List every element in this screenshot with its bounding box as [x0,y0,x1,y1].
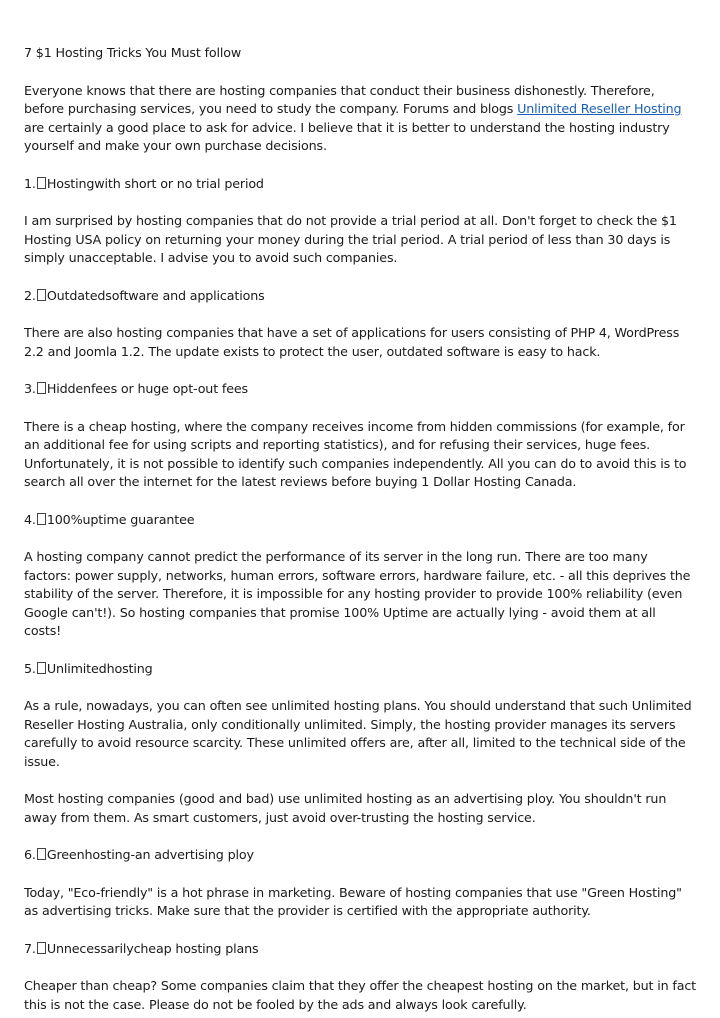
section-number: 2. [24,287,36,303]
section-number: 3. [24,381,36,396]
missing-glyph-box-icon [37,513,46,525]
section-heading-lead: Outdated [46,287,106,303]
section-heading-rest: software and applications [105,287,265,303]
section-number: 5. [24,660,36,676]
section-heading-lead: Unlimited [46,660,107,676]
missing-glyph-box-icon [37,382,46,394]
section-heading [24,846,696,865]
section-paragraph: There is a cheap hosting, where the company receives income from hidden commissions (for example, for an additional fee for using scripts and reporting statistics), and for refusing their services, huge fees. Unfortunately, it is not possible to identify such companies independently. All you can do to avoid this is to search all over the internet for the latest reviews before buying 1 Dollar Hosting Canada. [24,418,687,489]
missing-glyph-box-icon [37,177,46,189]
section-number: 6. [24,847,36,862]
intro-paragraph [24,82,696,156]
section-number: 1. [24,175,36,191]
section-heading-rest: cheap hosting plans [133,940,259,956]
missing-glyph-box-icon [37,289,46,301]
section-heading-rest: fees or huge opt-out fees [90,381,248,396]
unlimited-reseller-hosting-link[interactable]: Unlimited Reseller Hosting [517,101,682,116]
section-heading-lead: Unnecessarily [46,940,134,956]
section-paragraph: Cheaper than cheap? Some companies claim that they offer the cheapest hosting on the market, but in fact this is not the case. Please do not be fooled by the ads and always look carefully. [24,978,696,1012]
section-heading [24,287,696,306]
section-number: 4. [24,511,36,527]
intro-text-after-link: are certainly a good place to ask for advice. I believe that it is better to understand the hosting industry yourself and make your own purchase decisions. [24,119,670,153]
section-paragraph: A hosting company cannot predict the performance of its server in the long run. There are too many factors: power supply, networks, human errors, software errors, hardware failure, etc. - all this deprives the stability of the server. Therefore, it is impossible for any hosting provider to provide 100% reliability (even Google can't!). So hosting companies that promise 100% Uptime are actually lying - avoid them at all costs! [24,549,691,638]
document-title: 7 $1 Hosting Tricks You Must follow [24,45,242,60]
section-heading-rest: with short or no trial period [94,175,264,191]
section-heading-lead: Hidden [46,381,91,396]
section-paragraph: Most hosting companies (good and bad) use unlimited hosting as an advertising ploy. You shouldn't run away from them. As smart customers, just avoid over-trusting the hosting service. [24,791,667,825]
sections-container [24,175,696,1015]
section-heading-lead: Hosting [46,175,95,191]
intro-text-before-link: Everyone knows that there are hosting companies that conduct their business dishonestly. Therefore, before purchasing services, you need to study the company. Forums and blogs [24,82,655,116]
section-heading-lead: 100% [46,511,83,527]
section-heading [24,511,696,530]
missing-glyph-box-icon [37,662,46,674]
section-heading-rest: hosting [106,660,153,676]
section-heading-rest: hosting-an advertising ploy [84,847,254,862]
section-paragraph: There are also hosting companies that have a set of applications for users consisting of PHP 4, WordPress 2.2 and Joomla 1.2. The update exists to protect the user, outdated software is easy to hack. [24,325,680,359]
section-number: 7. [24,940,36,956]
missing-glyph-box-icon [37,942,46,954]
missing-glyph-box-icon [37,848,46,860]
section-heading-lead: Green [46,847,85,862]
section-heading [24,380,696,399]
section-paragraph: Today, "Eco-friendly" is a hot phrase in marketing. Beware of hosting companies that use "Green Hosting" as advertising tricks. Make sure that the provider is certified with the appropriate authority. [24,884,682,918]
section-heading [24,175,696,194]
section-heading [24,660,696,679]
section-paragraph: As a rule, nowadays, you can often see unlimited hosting plans. You should understand that such Unlimited Reseller Hosting Australia, only conditionally unlimited. Simply, the hosting provider manages its servers carefully to avoid resource scarcity. These unlimited offers are, after all, limited to the technical side of the issue. [24,698,692,769]
section-paragraph: I am surprised by hosting companies that do not provide a trial period at all. Don't forget to check the $1 Hosting USA policy on returning your money during the trial period. A trial period of less than 30 days is simply unacceptable. I advise you to avoid such companies. [24,213,677,265]
section-heading [24,940,696,959]
section-heading-rest: uptime guarantee [82,511,195,527]
